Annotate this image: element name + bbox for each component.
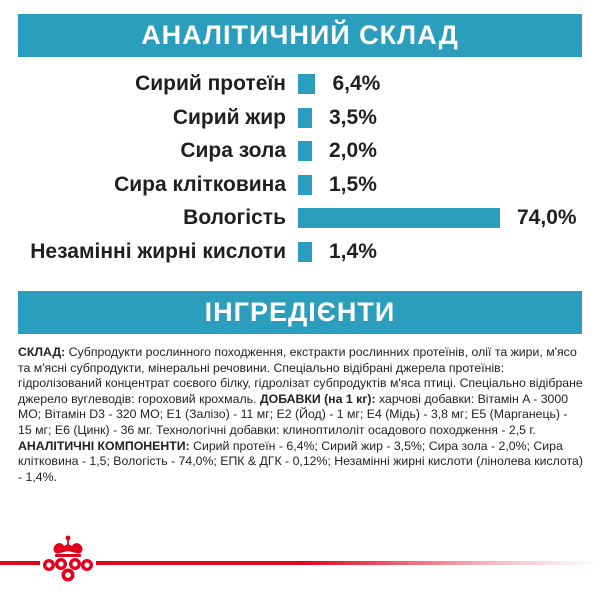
analytic-row (0, 203, 600, 233)
analytic-title: АНАЛІТИЧНИЙ СКЛАД (141, 20, 459, 50)
analytic-row-label: Вологість (183, 206, 286, 229)
footer-red-line-right (96, 561, 600, 565)
analytic-row (0, 103, 600, 133)
ingredients-text (18, 345, 584, 485)
analytic-row-bar (298, 208, 500, 228)
ingredients-title: ІНГРЕДІЄНТИ (204, 297, 396, 327)
analytic-row-label: Сирий протеїн (135, 72, 286, 95)
analytic-row-value: 2,0% (329, 139, 377, 162)
analytic-row-bar (298, 242, 312, 262)
analytic-title-banner (18, 14, 582, 57)
royal-canin-crown-logo-icon (40, 534, 96, 584)
analytic-row-value: 1,4% (329, 239, 377, 263)
components-text: Сирий протеїн - 6,4%; Сирий жир - 3,5%; Сира зола - 2,0%; Сира клітковина - 1,5; Вологість - 74,0%; ЕПК & ДГК - 0,12%; Незамінні жирні кислоти (лінолева кислота) - 1,4%. (18, 438, 583, 484)
analytic-row (0, 136, 600, 166)
composition-label: СКЛАД: (18, 345, 66, 359)
analytic-row-value: 3,5% (329, 105, 377, 129)
analytic-row-bar (298, 175, 312, 195)
analytic-row-value: 74,0% (517, 206, 577, 229)
components-label: АНАЛІТИЧНІ КОМПОНЕНТИ: (18, 438, 190, 453)
analytic-row-bar (298, 74, 315, 94)
analytic-row (0, 237, 600, 267)
analytic-row (0, 69, 600, 99)
analytic-row-label: Сира клітковина (114, 172, 286, 196)
analytic-row-label: Сирий жир (172, 105, 286, 129)
analytic-row-label: Незамінні жирні кислоти (30, 239, 286, 263)
composition-text: Субпродукти рослинного походження, екстракти рослинних протеїнів, олії та жири, м'ясо та м'ясні субпродукти, мінеральні речовини. Спеціально відібрані джерела протеїнів: гідролізований концентрат соєвого білку, гідролізат субпродуктів м'яса птиці. Спеціально відібране джерело вуглеводів: гороховий крохмаль. (18, 345, 583, 406)
additives-label: ДОБАВКИ (на 1 кг): (259, 391, 376, 406)
analytic-row (0, 170, 600, 200)
additives-text: харчові добавки: Вітамін A - 3000 МО; Вітамін D3 - 320 МО; E1 (Залізо) - 11 мг; E2 (Йод) - 1 мг; E4 (Мідь) - 3,8 мг; E5 (Марганець) - 15 мг; E6 (Цинк) - 36 мг. Технологічні добавки: клиноптилоліт осадового походження - 2,5 г. (18, 391, 569, 437)
footer-red-line-left (0, 561, 40, 565)
analytic-row-bar (298, 141, 312, 161)
analytic-row-bar (298, 108, 312, 128)
analytic-row-value: 1,5% (329, 172, 377, 196)
analytic-row-label: Сира зола (180, 139, 286, 162)
ingredients-title-banner (18, 291, 582, 334)
analytic-row-value: 6,4% (332, 72, 381, 95)
